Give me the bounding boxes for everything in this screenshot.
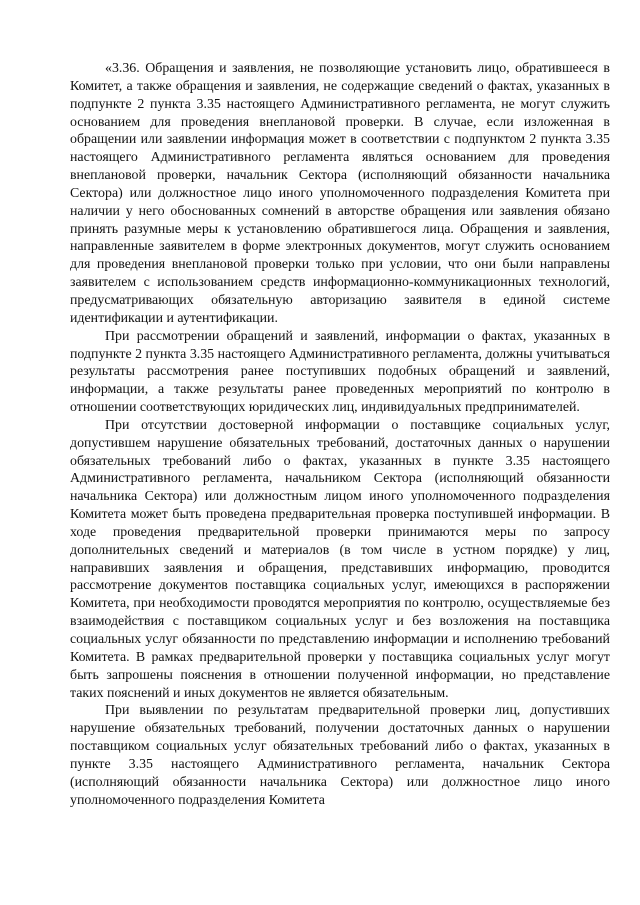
paragraph-preliminary-check: При отсутствии достоверной информации о поставщике социальных услуг, допустившем нарушение обязательных требований, достаточных данных о нарушении обязательных требований либо о фактах, указанных в пункте 3.35 настоящего Административного регламента, начальником Сектора (исполняющий обязанности начальника Сектора) или должностным лицом иного уполномоченного подразделения Комитета может быть проведена предварительная проверка поступившей информации. В ходе проведения предварительной проверки принимаются меры по запросу дополнительных сведений и материалов (в том числе в устном порядке) у лиц, направивших заявления и обращения, представивших информацию, проводится рассмотрение документов поставщика социальных услуг, имеющихся в распоряжении Комитета, при необходимости проводятся мероприятия по контролю, осуществляемые без взаимодействия с поставщиком социальных услуг и без возложения на поставщика социальных услуг обязанности по представлению информации и исполнению требований Комитета. В рамках предварительной проверки у поставщика социальных услуг могут быть запрошены пояснения в отношении полученной информации, но представление таких пояснений и иных документов не является обязательным. (70, 417, 610, 701)
paragraph-consideration: При рассмотрении обращений и заявлений, информации о фактах, указанных в подпункте 2 пункта 3.35 настоящего Административного регламента, должны учитываться результаты рассмотрения ранее поступивших подобных обращений и заявлений, информации, а также результаты ранее проведенных мероприятий по контролю в отношении соответствующих юридических лиц, индивидуальных предпринимателей. (70, 328, 610, 416)
paragraph-detection: При выявлении по результатам предварительной проверки лиц, допустивших нарушение обязательных требований, получении достаточных данных о нарушении поставщиком социальных услуг обязательных требований либо о фактах, указанных в пункте 3.35 настоящего Административного регламента, начальник Сектора (исполняющий обязанности начальника Сектора) или должностное лицо иного уполномоченного подразделения Комитета (70, 703, 610, 808)
document-page (70, 60, 610, 809)
paragraph-3-36: «3.36. Обращения и заявления, не позволяющие установить лицо, обратившееся в Комитет, а также обращения и заявления, не содержащие сведений о фактах, указанных в подпункте 2 пункта 3.35 настоящего Административного регламента, не могут служить основанием для проведения внеплановой проверки. В случае, если изложенная в обращении или заявлении информация может в соответствии с подпунктом 2 пункта 3.35 настоящего Административного регламента являться основанием для проведения внеплановой проверки, начальник Сектора (исполняющий обязанности начальника Сектора) или должностное лицо иного уполномоченного подразделения Комитета при наличии у него обоснованных сомнений в авторстве обращения или заявления обязано принять разумные меры к установлению обратившегося лица. Обращения и заявления, направленные заявителем в форме электронных документов, могут служить основанием для проведения внеплановой проверки только при условии, что они были направлены заявителем с использованием средств информационно-коммуникационных технологий, предусматривающих обязательную авторизацию заявителя в единой системе идентификации и аутентификации. (70, 61, 610, 326)
